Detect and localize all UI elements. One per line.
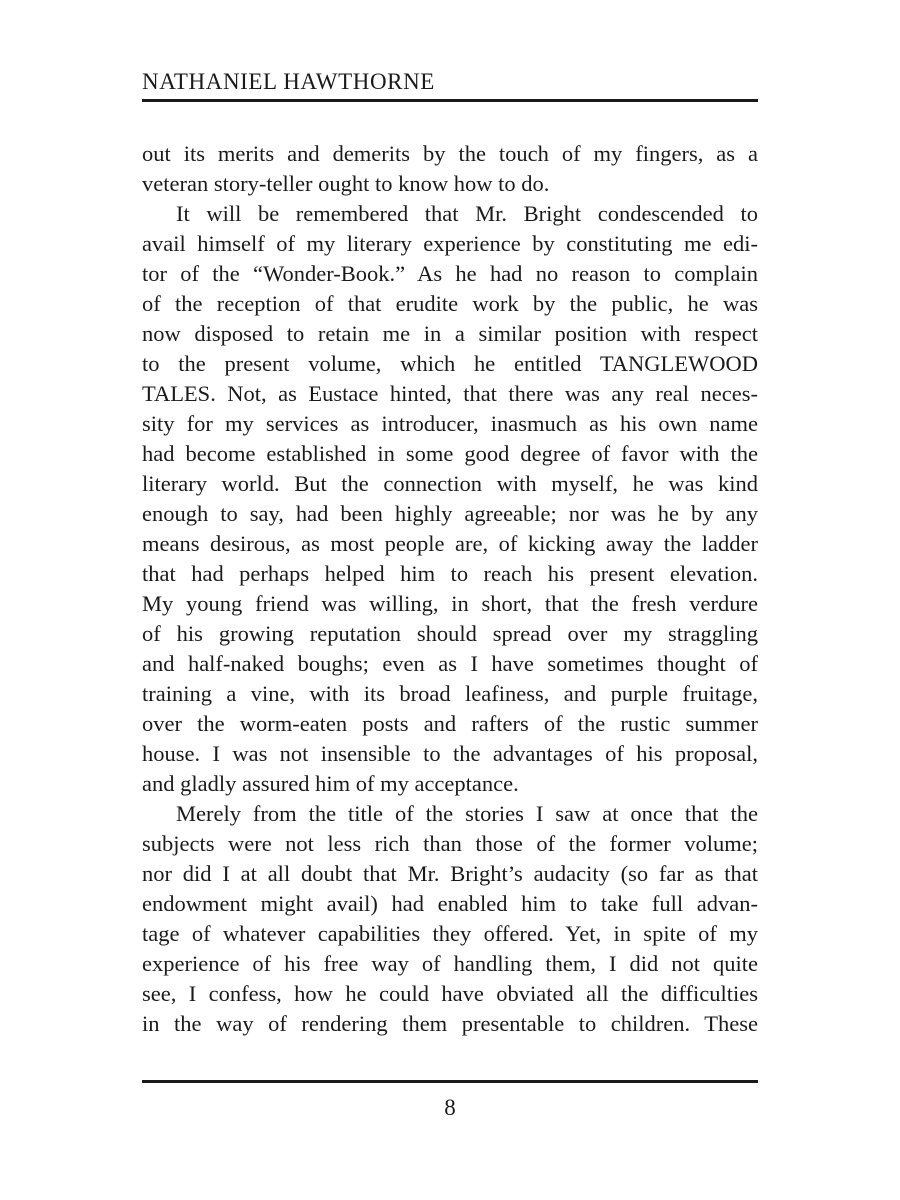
text-line: house. I was not insensible to the advantages of his proposal, bbox=[142, 741, 758, 766]
text-line: of his growing reputation should spread over my straggling bbox=[142, 621, 758, 646]
text-line: experience of his free way of handling them, I did not quite bbox=[142, 951, 758, 976]
text-line: out its merits and demerits by the touch of my fingers, as a bbox=[142, 141, 758, 166]
text-line: over the worm-eaten posts and rafters of the rustic summer bbox=[142, 711, 758, 736]
text-line: in the way of rendering them presentable to children. These bbox=[142, 1011, 758, 1036]
footer-rule bbox=[142, 1080, 758, 1083]
text-line: that had perhaps helped him to reach his present elevation. bbox=[142, 561, 758, 586]
text-line: TALES. Not, as Eustace hinted, that there was any real neces- bbox=[142, 381, 758, 406]
text-line: to the present volume, which he entitled TANGLEWOOD bbox=[142, 351, 758, 376]
text-line: had become established in some good degree of favor with the bbox=[142, 441, 758, 466]
text-line: tage of whatever capabilities they offered. Yet, in spite of my bbox=[142, 921, 758, 946]
text-line: of the reception of that erudite work by the public, he was bbox=[142, 291, 758, 316]
text-line: enough to say, had been highly agreeable; nor was he by any bbox=[142, 501, 758, 526]
text-line: see, I confess, how he could have obviated all the difficulties bbox=[142, 981, 758, 1006]
text-line: My young friend was willing, in short, that the fresh verdure bbox=[142, 591, 758, 616]
text-line: nor did I at all doubt that Mr. Bright’s audacity (so far as that bbox=[142, 861, 758, 886]
text-line: Merely from the title of the stories I saw at once that the bbox=[176, 801, 758, 826]
text-line: means desirous, as most people are, of kicking away the ladder bbox=[142, 531, 758, 556]
text-line: It will be remembered that Mr. Bright condescended to bbox=[176, 201, 758, 226]
text-line: literary world. But the connection with myself, he was kind bbox=[142, 471, 758, 496]
text-line: veteran story-teller ought to know how to do. bbox=[142, 171, 550, 196]
running-header-title: NATHANIEL HAWTHORNE bbox=[142, 69, 435, 94]
text-line: tor of the “Wonder-Book.” As he had no reason to complain bbox=[142, 261, 758, 286]
text-line: endowment might avail) had enabled him to take full advan- bbox=[142, 891, 758, 916]
text-line: and half-naked boughs; even as I have sometimes thought of bbox=[142, 651, 758, 676]
body-text bbox=[142, 139, 758, 1039]
running-header bbox=[142, 68, 758, 102]
text-line: avail himself of my literary experience by constituting me edi- bbox=[142, 231, 758, 256]
text-line: sity for my services as introducer, inasmuch as his own name bbox=[142, 411, 758, 436]
text-line: now disposed to retain me in a similar position with respect bbox=[142, 321, 758, 346]
text-line: subjects were not less rich than those of the former volume; bbox=[142, 831, 758, 856]
page-number: 8 bbox=[444, 1095, 456, 1120]
text-line: training a vine, with its broad leafiness, and purple fruitage, bbox=[142, 681, 758, 706]
text-line: and gladly assured him of my acceptance. bbox=[142, 771, 519, 796]
